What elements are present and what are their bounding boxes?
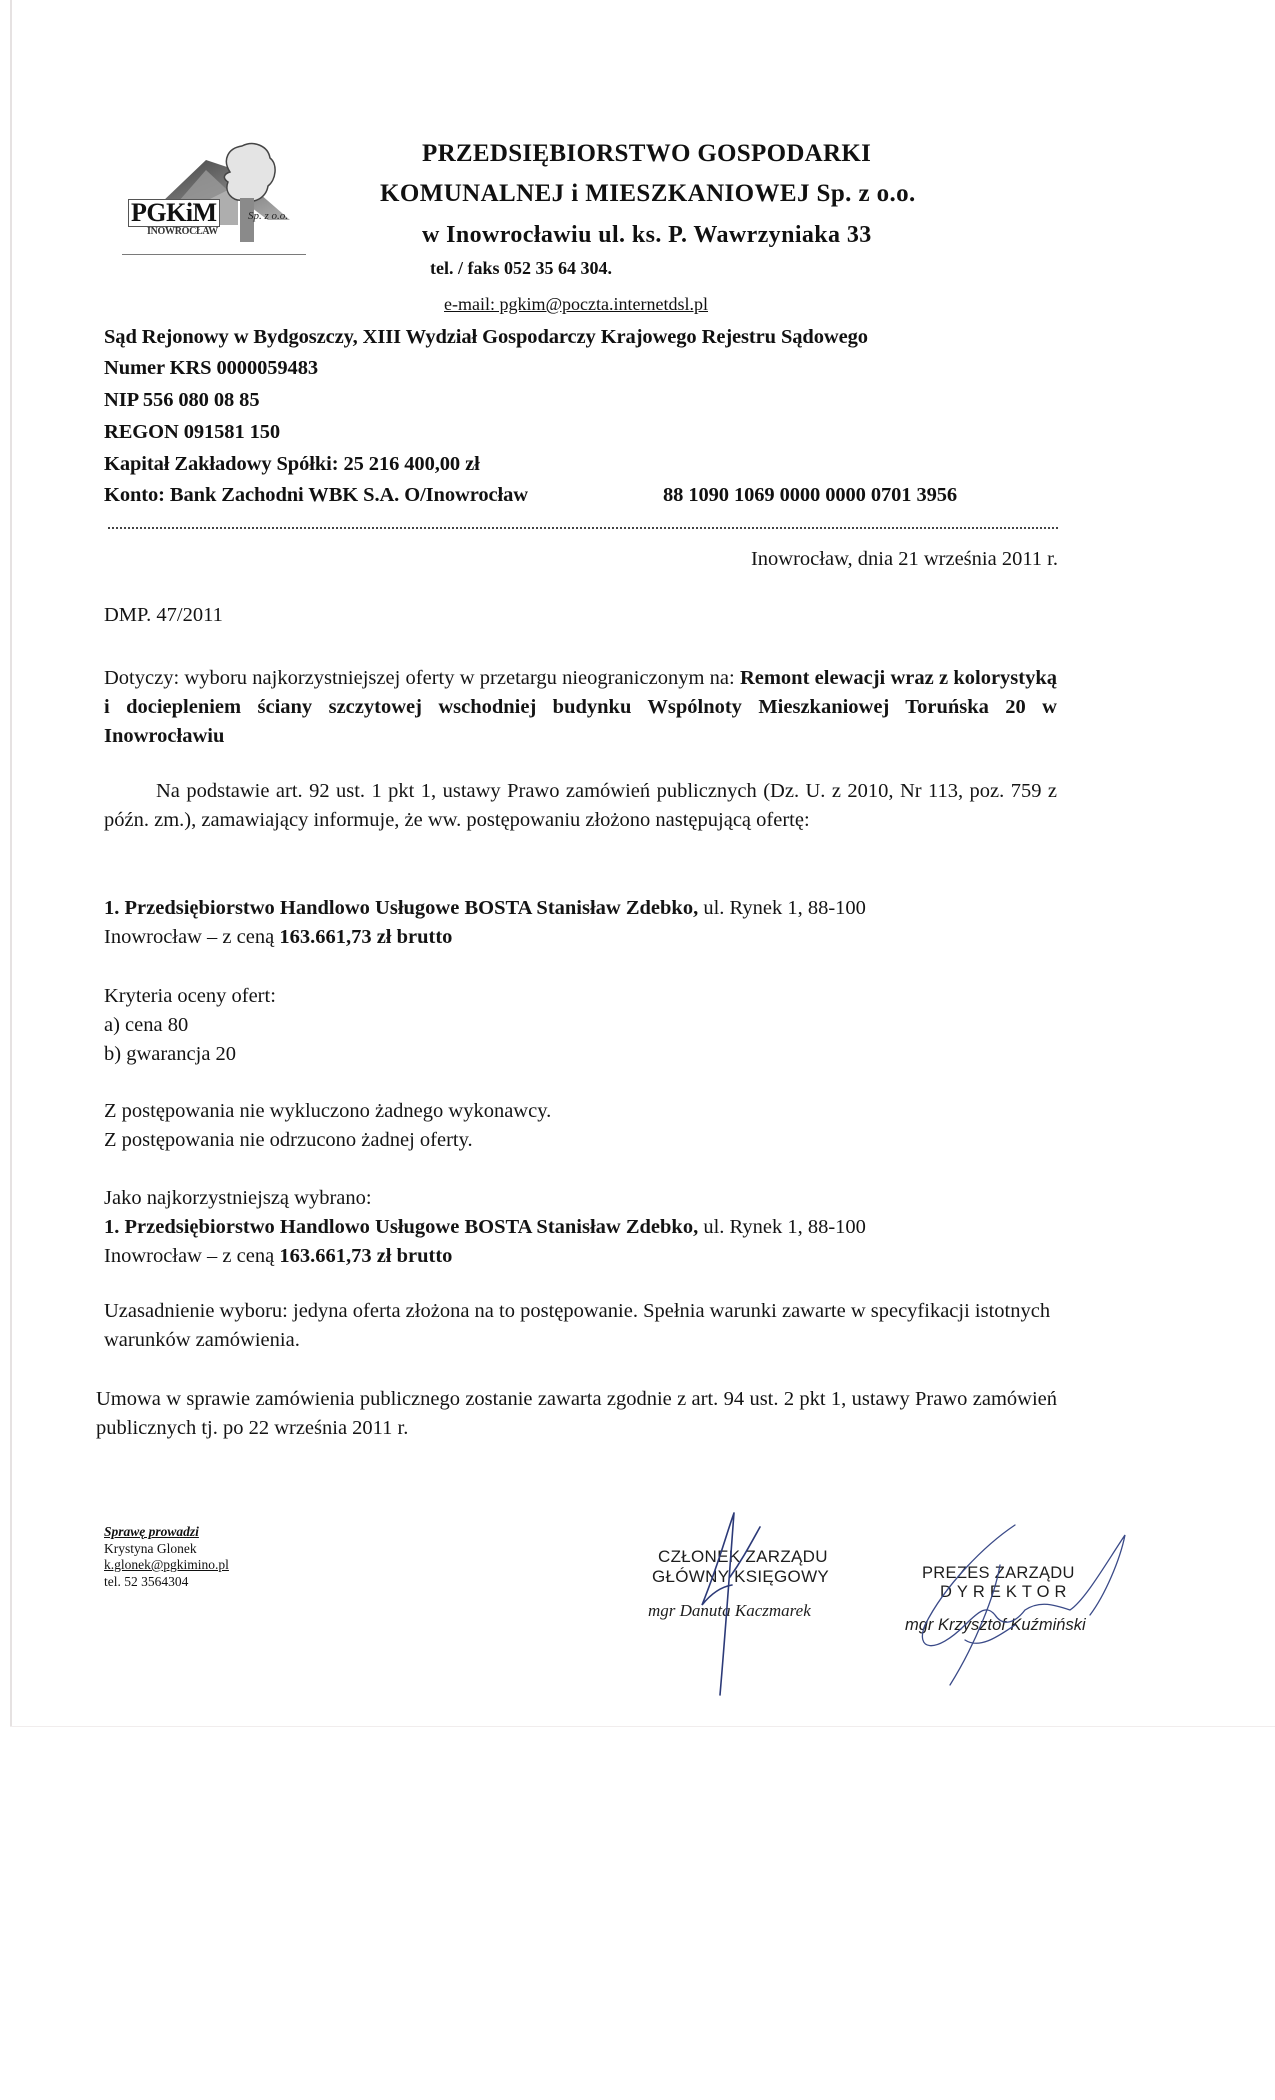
logo-city: INOWROCŁAW	[147, 226, 218, 237]
offer-price: 163.661,73 zł brutto	[279, 926, 453, 948]
scan-edge	[10, 0, 12, 1727]
bank-name: Konto: Bank Zachodni WBK S.A. O/Inowrocław	[104, 484, 528, 506]
company-phone-fax: tel. / faks 052 35 64 304.	[430, 258, 612, 278]
evaluation-criteria	[104, 982, 1057, 1069]
stamp-role-line-1: PREZES ZARZĄDU	[922, 1564, 1075, 1582]
legal-basis-paragraph: Na podstawie art. 92 ust. 1 pkt 1, ustawy Prawo zamówień publicznych (Dz. U. z 2010, Nr 113, poz. 759 z późn. zm.), zamawiający informuje, że ww. postępowaniu złożono następującą ofertę:	[104, 780, 1057, 831]
chosen-price: 163.661,73 zł brutto	[279, 1245, 453, 1267]
exclusions	[104, 1097, 1057, 1155]
logo-legal-form: Sp. z o.o.	[248, 210, 289, 222]
chosen-company-name: 1. Przedsiębiorstwo Handlowo Usługowe BOSTA Stanisław Zdebko,	[104, 1216, 699, 1238]
contract-paragraph: Umowa w sprawie zamówienia publicznego zostanie zawarta zgodnie z art. 94 ust. 2 pkt 1, ustawy Prawo zamówień publicznych tj. po 22 września 2011 r.	[96, 1388, 1057, 1439]
scan-edge	[10, 1726, 1275, 1727]
stamp-signatory-name: mgr Danuta Kaczmarek	[648, 1601, 811, 1620]
stamp-role-line-2: GŁÓWNY KSIĘGOWY	[652, 1567, 830, 1586]
court-registration: Sąd Rejonowy w Bydgoszczy, XIII Wydział Gospodarczy Krajowego Rejestru Sądowego	[104, 326, 868, 348]
subject-title: Remont elewacji wraz z kolorystyką i dociepleniem ściany szczytowej wschodniej budynku Wspólnoty Mieszkaniowej Toruńska 20 w Inowrocławiu	[104, 667, 1057, 747]
exclusion-offers: Z postępowania nie odrzucono żadnej oferty.	[104, 1129, 473, 1151]
offer-address: ul. Rynek 1, 88-100	[698, 897, 866, 919]
handwritten-signature-icon	[905, 1505, 1145, 1705]
account-number: 88 1090 1069 0000 0000 0701 3956	[663, 484, 958, 506]
place-and-date: Inowrocław, dnia 21 września 2011 r.	[750, 548, 1058, 570]
company-email-link[interactable]: e-mail: pgkim@poczta.internetdsl.pl	[444, 294, 709, 314]
handled-by-title: Sprawę prowadzi	[104, 1524, 199, 1539]
share-capital: Kapitał Zakładowy Spółki: 25 216 400,00 zł	[104, 453, 480, 475]
company-address: w Inowrocławiu ul. ks. P. Wawrzyniaka 33	[422, 222, 872, 248]
company-name-line-1: PRZEDSIĘBIORSTWO GOSPODARKI	[422, 140, 872, 167]
chosen-city: Inowrocław – z ceną	[104, 1245, 280, 1267]
logo-wordmark: PGKiM	[128, 199, 220, 227]
offer-company-name: 1. Przedsiębiorstwo Handlowo Usługowe BOSTA Stanisław Zdebko,	[104, 897, 699, 919]
nip-number: NIP 556 080 08 85	[104, 389, 260, 411]
reference-number: DMP. 47/2011	[104, 604, 223, 626]
handled-by-phone: tel. 52 3564304	[104, 1573, 189, 1589]
criteria-title: Kryteria oceny ofert:	[104, 985, 276, 1007]
chosen-address: ul. Rynek 1, 88-100	[698, 1216, 866, 1238]
dotted-separator	[108, 527, 1058, 529]
bank-account	[104, 484, 958, 507]
justification-paragraph: Uzasadnienie wyboru: jedyna oferta złożona na to postępowanie. Spełnia warunki zawarte w specyfikacji istotnych warunków zamówienia.	[104, 1300, 1051, 1351]
submitted-offer	[104, 894, 1057, 952]
logo-underline	[122, 254, 306, 255]
chosen-title: Jako najkorzystniejszą wybrano:	[104, 1187, 372, 1209]
exclusion-contractors: Z postępowania nie wykluczono żadnego wykonawcy.	[104, 1100, 552, 1122]
stamp-role-line-2: DYREKTOR	[940, 1583, 1072, 1601]
krs-number: Numer KRS 0000059483	[104, 357, 319, 379]
stamp-signatory-name: mgr Krzysztof Kuźmiński	[905, 1616, 1086, 1634]
regon-number: REGON 091581 150	[104, 421, 281, 443]
company-name-line-2: KOMUNALNEJ i MIESZKANIOWEJ Sp. z o.o.	[380, 180, 916, 207]
subject-lead: Dotyczy: wyboru najkorzystniejszej oferty w przetargu nieograniczonym na:	[104, 667, 740, 689]
offer-city: Inowrocław – z ceną	[104, 926, 280, 948]
handled-by-name: Krystyna Glonek	[104, 1540, 197, 1556]
handled-by-block	[104, 1524, 229, 1590]
handled-by-email-link[interactable]: k.glonek@pgkimino.pl	[104, 1557, 229, 1572]
stamp-role-line-1: CZŁONEK ZARZĄDU	[658, 1547, 828, 1566]
criteria-item: a) cena 80	[104, 1014, 189, 1036]
criteria-item: b) gwarancja 20	[104, 1043, 237, 1065]
chosen-offer	[104, 1184, 1057, 1271]
subject-paragraph	[104, 664, 1057, 751]
